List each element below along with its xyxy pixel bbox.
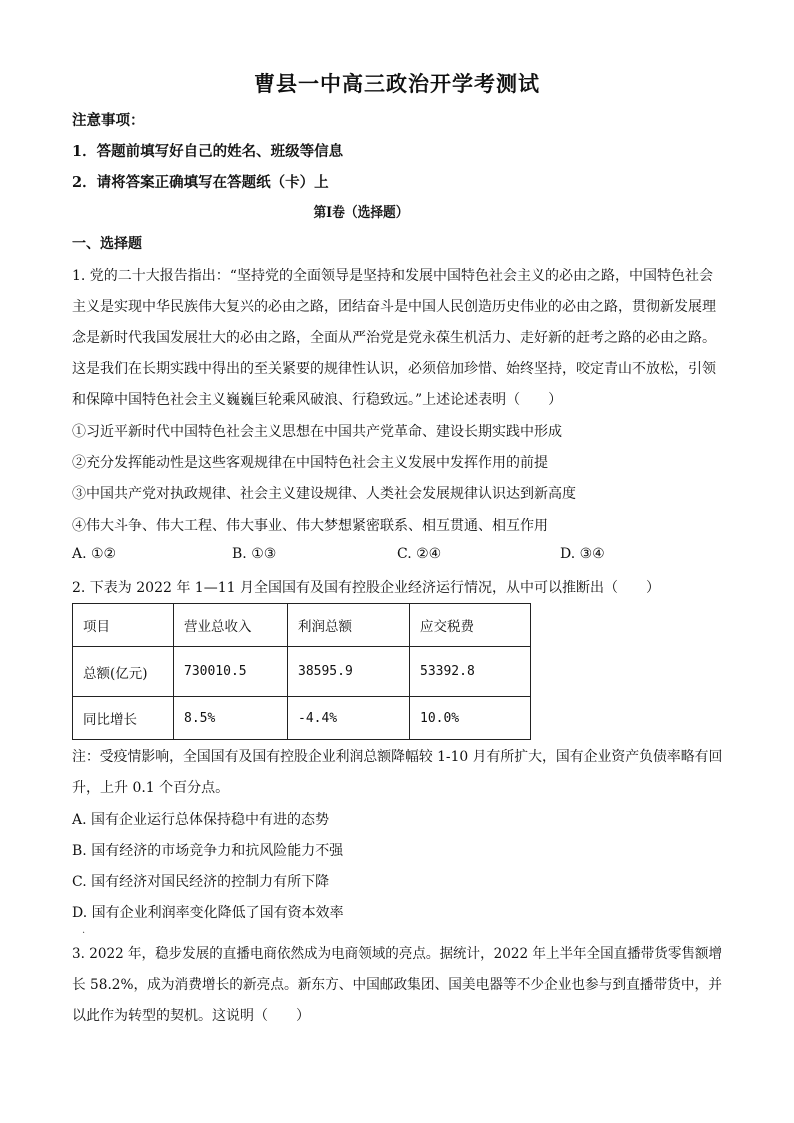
page-title: 曹县一中高三政治开学考测试 — [254, 71, 540, 96]
notice-item: 1．答题前填写好自己的姓名、班级等信息 — [72, 143, 344, 160]
q2-stem: 2. 下表为 2022 年 1—11 月全国国有及国有控股企业经济运行情况，从中可以推断出（ ） — [72, 580, 660, 596]
notice-heading: 注意事项： — [72, 112, 145, 129]
q3-stem-line: 以此作为转型的契机。这说明（ ） — [72, 1008, 310, 1024]
table-cell: 8.5% — [174, 697, 288, 740]
table-header-cell: 利润总额 — [288, 604, 410, 647]
q1-option-d: D. ③④ — [560, 546, 605, 562]
q1-stem-line: 1. 党的二十大报告指出：“坚持党的全面领导是坚持和发展中国特色社会主义的必由之路，中国特色社会 — [72, 268, 713, 284]
table-header-cell: 应交税费 — [410, 604, 531, 647]
q2-option-b: B. 国有经济的市场竞争力和抗风险能力不强 — [72, 843, 344, 859]
table-cell: 730010.5 — [174, 647, 288, 697]
q1-statement: ④伟大斗争、伟大工程、伟大事业、伟大梦想紧密联系、相互贯通、相互作用 — [72, 518, 548, 534]
table-row — [73, 647, 531, 697]
q1-stem-line: 主义是实现中华民族伟大复兴的必由之路，团结奋斗是中国人民创造历史伟业的必由之路，贯彻新发展理 — [72, 299, 716, 315]
table-header-cell: 营业总收入 — [174, 604, 288, 647]
q1-statement: ③中国共产党对执政规律、社会主义建设规律、人类社会发展规律认识达到新高度 — [72, 486, 576, 502]
table-row — [73, 697, 531, 740]
table-header-row — [73, 604, 531, 647]
q1-option-b: B. ①③ — [232, 546, 277, 562]
q1-option-a: A. ①② — [72, 546, 117, 562]
notice-item: 2．请将答案正确填写在答题纸（卡）上 — [72, 174, 329, 191]
q2-option-c: C. 国有经济对国民经济的控制力有所下降 — [72, 874, 330, 890]
table-cell: 同比增长 — [73, 697, 174, 740]
table-cell: 53392.8 — [410, 647, 531, 697]
q1-stem-line: 和保障中国特色社会主义巍巍巨轮乘风破浪、行稳致远。”上述论述表明（ ） — [72, 392, 563, 408]
table-header-cell: 项目 — [73, 604, 174, 647]
q1-stem-line: 这是我们在长期实践中得出的至关紧要的规律性认识，必须倍加珍惜、始终坚持，咬定青山不放松，引领 — [72, 361, 716, 377]
table-cell: 38595.9 — [288, 647, 410, 697]
q1-stem-line: 念是新时代我国发展壮大的必由之路，全面从严治党是党永葆生机活力、走好新的赶考之路的必由之路。 — [72, 330, 716, 346]
q2-option-d: D. 国有企业利润率变化降低了国有资本效率 — [72, 905, 344, 921]
part-title: 第Ⅰ卷（选择题） — [313, 205, 409, 221]
q1-statement: ①习近平新时代中国特色社会主义思想在中国共产党革命、建设长期实践中形成 — [72, 424, 562, 440]
table-cell: -4.4% — [288, 697, 410, 740]
q2-note-line: 升，上升 0.1 个百分点。 — [72, 780, 230, 796]
q3-stem-line: 3. 2022 年，稳步发展的直播电商依然成为电商领域的亮点。据统计，2022 年上半年全国直播带货零售额增 — [72, 946, 722, 962]
table-cell: 10.0% — [410, 697, 531, 740]
stray-mark: · — [82, 928, 86, 939]
q3-stem-line: 长 58.2%，成为消费增长的新亮点。新东方、中国邮政集团、国美电器等不少企业也参与到直播带货中，并 — [72, 977, 722, 993]
q1-statement: ②充分发挥能动性是这些客观规律在中国特色社会主义发展中发挥作用的前提 — [72, 455, 548, 471]
q1-option-c: C. ②④ — [397, 546, 442, 562]
q2-option-a: A. 国有企业运行总体保持稳中有进的态势 — [72, 812, 330, 828]
q2-note-line: 注：受疫情影响，全国国有及国有控股企业利润总额降幅较 1-10 月有所扩大，国有企业资产负债率略有回 — [72, 749, 723, 765]
section-title: 一、选择题 — [72, 236, 142, 252]
q2-data-table — [72, 603, 531, 740]
table-cell: 总额(亿元) — [73, 647, 174, 697]
